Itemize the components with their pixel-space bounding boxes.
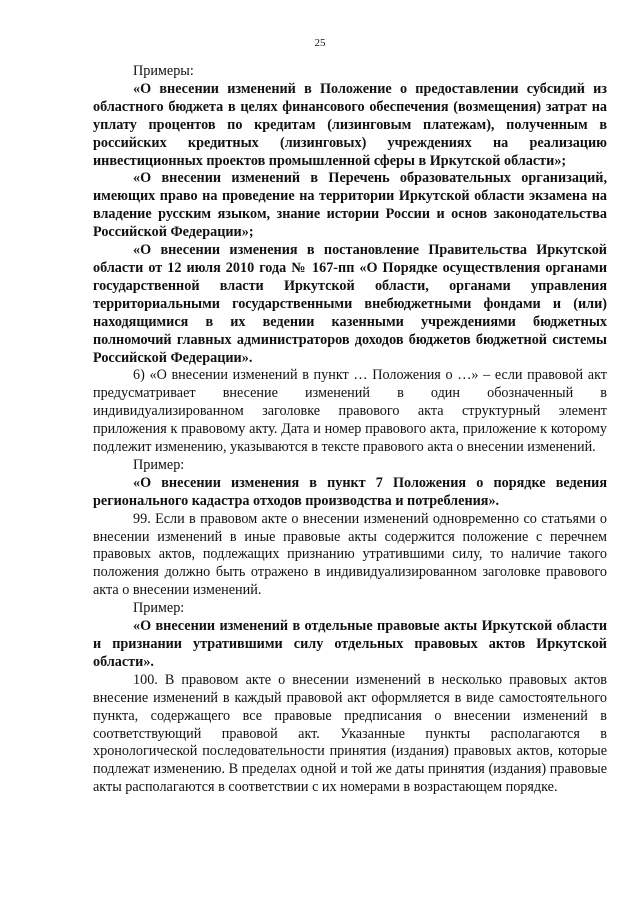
paragraph-examples-label: Примеры: xyxy=(133,63,194,79)
page-content xyxy=(93,63,607,797)
example-title-subsidies: «О внесении изменений в Положение о предоставлении субсидий из областного бюджета в целях финансового обеспечения (возмещения) затрат на уплату процентов по кредитам (лизинговым платежам), полученным в российских кредитных (лизинговых) учреждениях на реализацию инвестиционных проектов промышленной сферы в Иркутской области»; xyxy=(93,80,607,169)
example-title-waste-cadastre: «О внесении изменения в пункт 7 Положения о порядке ведения регионального кадастра отходов производства и потребления». xyxy=(93,474,607,509)
paragraph-clause-100: 100. В правовом акте о внесении изменений в несколько правовых актов внесение изменений в каждый правовой акт оформляется в виде самостоятельного пункта, содержащего все правовые предписания о внесении изменений в соответствующий правовой акт. Указанные пункты располагаются в хронологической последовательности принятия (издания) правовых актов, которые подлежат изменению. В пределах одной и той же даты принятия (издания) правовые акты располагаются в соответствии с их номерами в возрастающем порядке. xyxy=(93,671,607,796)
example-title-legal-acts: «О внесении изменений в отдельные правовые акты Иркутской области и признании утратившими силу отдельных правовых актов Иркутской области». xyxy=(93,618,607,670)
paragraph-example-label-2: Пример: xyxy=(133,600,185,617)
example-title-government-resolution: «О внесении изменения в постановление Правительства Иркутской области от 12 июля 2010 года № 167-пп «О Порядке осуществления органами государственной власти Иркутской области, органами управления территориальными государственными внебюджетными фондами и (или) находящимися в их ведении казенными учреждениями бюджетных полномочий главных администраторов доходов бюджетов бюджетной системы Российской Федерации». xyxy=(93,242,607,366)
example-title-educational-list: «О внесении изменений в Перечень образовательных организаций, имеющих право на проведение на территории Иркутской области экзамена на владение русским языком, знание истории России и основ законодательства Российской Федерации»; xyxy=(93,170,607,241)
paragraph-item-6: 6) «О внесении изменений в пункт … Положения о …» – если правовой акт предусматривает внесение изменений в один обозначенный в индивидуализированном заголовке правового акта структурный элемент приложения к правовому акту. Дата и номер правового акта, приложение к которому подлежит изменению, указываются в тексте правового акта о внесении изменений. xyxy=(93,367,607,456)
paragraph-clause-99: 99. Если в правовом акте о внесении изменений одновременно со статьями о внесении изменений в иные правовые акты содержится положение с перечнем правовых актов, подлежащих признанию утратившими силу, то наличие такого положения должно быть отражено в индивидуализированном заголовке правового акта о внесении изменений. xyxy=(93,510,607,599)
page-number: 25 xyxy=(314,37,326,49)
paragraph-example-label: Пример: xyxy=(133,456,185,473)
